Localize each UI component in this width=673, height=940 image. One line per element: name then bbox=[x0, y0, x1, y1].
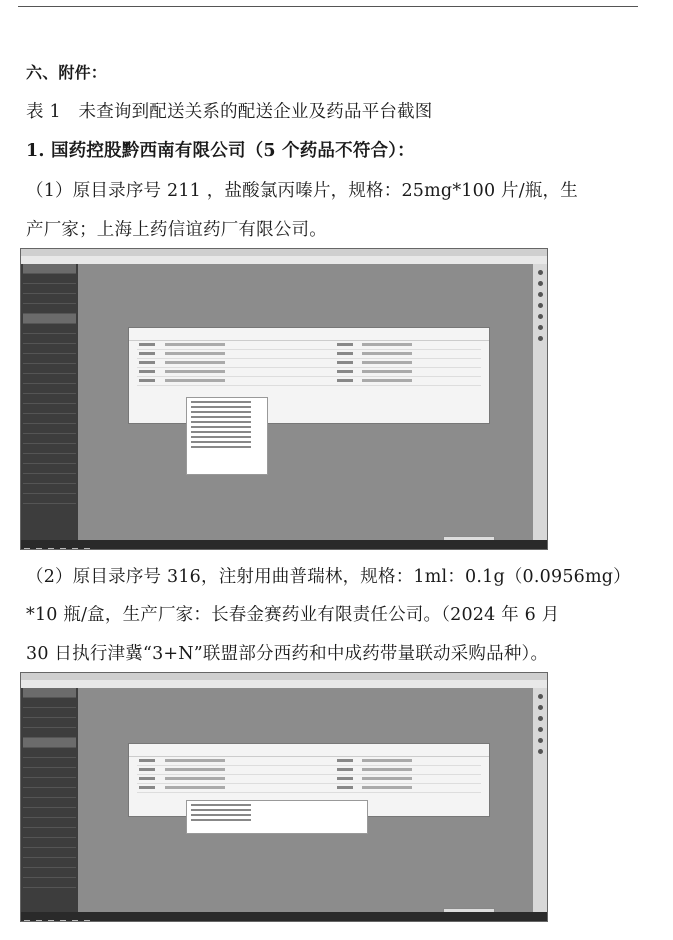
item1-line2: 产厂家；上海上药信谊药厂有限公司。 bbox=[26, 220, 327, 240]
browser-tab-bar bbox=[21, 673, 547, 680]
company-heading: 1. 国药控股黔西南有限公司（5 个药品不符合）： bbox=[26, 141, 415, 161]
item2-line1: （2）原目录序号 316，注射用曲普瑞林，规格：1ml：0.1g（0.0956mg） bbox=[26, 567, 631, 587]
dropdown-list bbox=[186, 397, 268, 475]
item2-line3: 30 日执行津冀“3+N”联盟部分西药和中成药带量联动采购品种）。 bbox=[26, 644, 549, 664]
top-rule bbox=[18, 6, 638, 7]
table-caption: 表 1 未查询到配送关系的配送企业及药品平台截图 bbox=[26, 102, 433, 122]
dropdown-list bbox=[186, 800, 368, 834]
app-main-area bbox=[78, 688, 533, 912]
item2-line2: *10 瓶/盒，生产厂家：长春金赛药业有限责任公司。（2024 年 6 月 bbox=[26, 605, 560, 625]
browser-tab-bar bbox=[21, 249, 547, 256]
screenshot-2 bbox=[20, 672, 548, 922]
screenshot-1 bbox=[20, 248, 548, 550]
item1-line1: （1）原目录序号 211 ，盐酸氯丙嗪片，规格：25mg*100 片/瓶，生 bbox=[26, 181, 578, 201]
app-sidebar bbox=[21, 688, 78, 912]
detail-modal bbox=[128, 327, 490, 424]
browser-side-toolbar bbox=[533, 264, 547, 540]
browser-side-toolbar bbox=[533, 688, 547, 912]
os-taskbar bbox=[21, 912, 547, 921]
app-main-area bbox=[78, 264, 533, 540]
section-heading: 六、附件： bbox=[26, 63, 108, 82]
os-taskbar bbox=[21, 540, 547, 549]
app-sidebar bbox=[21, 264, 78, 540]
